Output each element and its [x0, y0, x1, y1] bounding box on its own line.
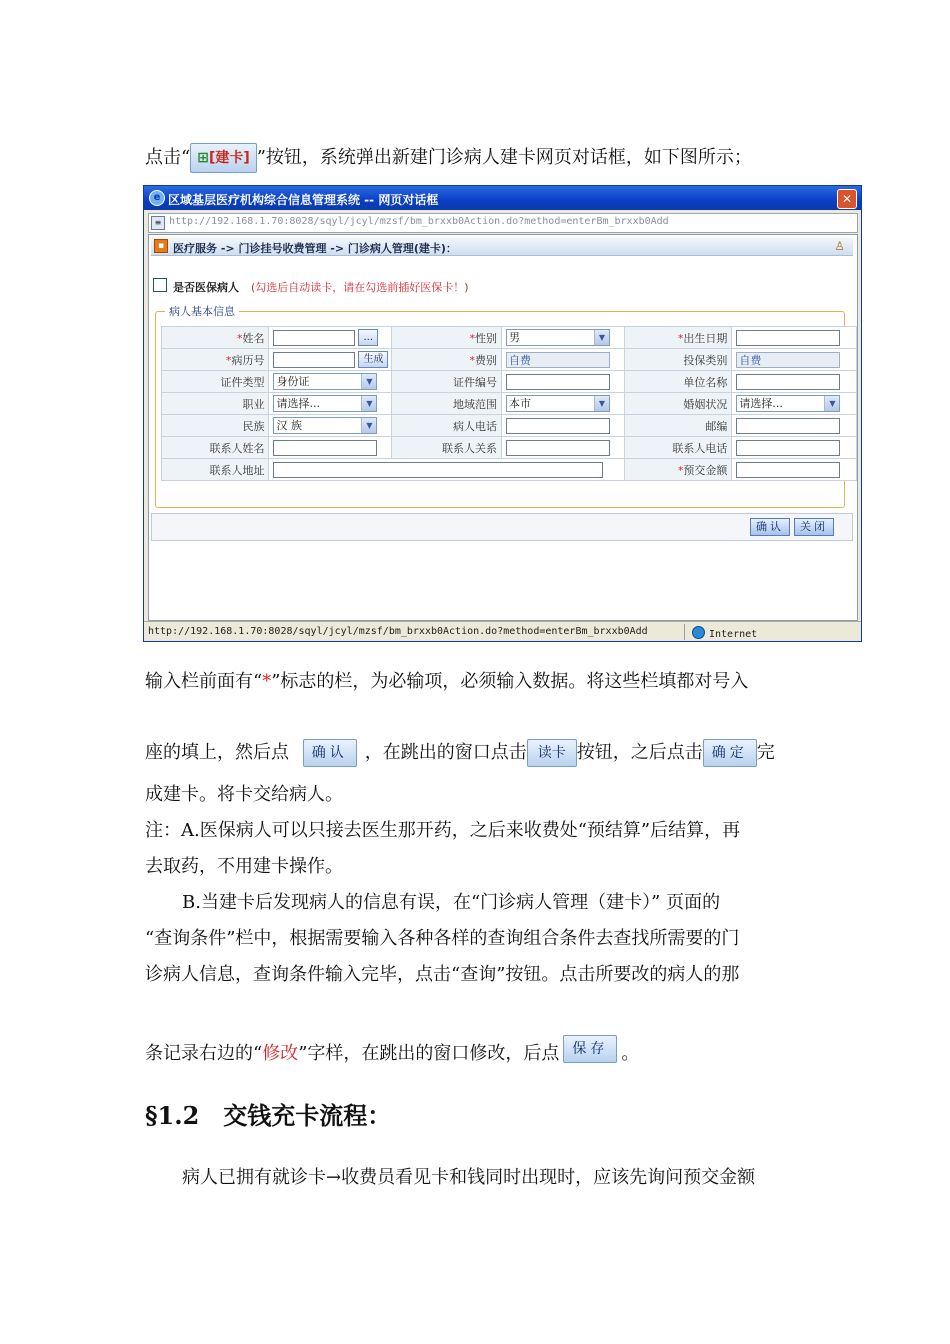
required-star: *: [469, 353, 475, 367]
field-wrap: [736, 440, 856, 456]
field-wrap: [273, 417, 391, 434]
field-wrap: [736, 352, 856, 368]
field-label: 联系人电话: [624, 437, 731, 459]
chevron-down-icon[interactable]: ▼: [361, 396, 376, 411]
field-value-cell: [269, 349, 392, 371]
field-label: 地域范围: [392, 393, 502, 415]
globe-icon: [692, 626, 705, 639]
field-select[interactable]: 本市 ▼: [506, 395, 610, 412]
add-doc-icon: ⊞: [197, 150, 209, 166]
required-star: *: [236, 331, 243, 345]
generate-button[interactable]: 生成: [358, 351, 388, 368]
field-label: 联系人地址: [162, 459, 269, 481]
address-url: http://192.168.1.70:8028/sqyl/jcyl/mzsf/bm_brxxb0Action.do?method=enterBm_brxxb0Add: [169, 216, 669, 227]
field-wrap: [506, 352, 624, 368]
confirm-image-button[interactable]: 确认: [303, 739, 357, 767]
address-input[interactable]: [273, 462, 603, 478]
status-bar: [144, 621, 861, 642]
field-value-cell: [501, 415, 624, 437]
patient-form: [161, 326, 857, 481]
save-button[interactable]: 保存: [563, 1035, 617, 1063]
field-wrap: [273, 373, 391, 390]
field-input[interactable]: [273, 352, 355, 368]
field-readonly: 自费: [506, 352, 610, 368]
intro-line: [145, 143, 752, 173]
note-b-line2: “查询条件”栏中，根据需要输入各种各样的查询组合条件去查找所需要的门: [145, 928, 740, 949]
field-value-cell: [501, 327, 624, 349]
field-input[interactable]: [736, 374, 840, 390]
field-readonly: 自费: [736, 352, 840, 368]
field-value-cell: [269, 393, 392, 415]
para-finish: 成建卡。将卡交给病人。: [145, 784, 343, 805]
field-value-cell: [269, 327, 392, 349]
status-separator: [684, 624, 685, 640]
required-star: *: [469, 331, 475, 345]
field-input[interactable]: [736, 330, 840, 346]
chevron-down-icon[interactable]: ▼: [361, 374, 376, 389]
deposit-input[interactable]: [736, 462, 840, 478]
field-value-cell: [732, 459, 857, 481]
field-value-cell: [732, 327, 857, 349]
field-label: *姓名: [162, 327, 269, 349]
field-input[interactable]: [736, 418, 840, 434]
field-label: *出生日期: [624, 327, 731, 349]
field-select[interactable]: 请选择... ▼: [273, 395, 377, 412]
note-b-line1: B.当建卡后发现病人的信息有误，在“门诊病人管理（建卡）” 页面的: [182, 892, 721, 913]
field-input[interactable]: [273, 440, 377, 456]
close-button[interactable]: 关闭: [794, 518, 834, 536]
chevron-down-icon[interactable]: ▼: [361, 418, 376, 433]
close-icon[interactable]: ✕: [837, 189, 857, 209]
field-select[interactable]: 请选择... ▼: [736, 395, 840, 412]
field-label: 投保类别: [624, 349, 731, 371]
form-row: [162, 349, 857, 371]
picker-button[interactable]: ...: [358, 329, 378, 346]
insured-checkbox[interactable]: [153, 278, 167, 292]
page-icon: ≡: [151, 216, 165, 230]
form-row-address: [162, 459, 857, 481]
field-label: 单位名称: [624, 371, 731, 393]
address-bar[interactable]: [148, 213, 858, 233]
field-value-cell: [501, 371, 624, 393]
field-value-cell: [269, 437, 392, 459]
dialog-title: 区域基层医疗机构综合信息管理系统 -- 网页对话框: [168, 193, 439, 207]
chevron-down-icon[interactable]: ▼: [824, 396, 839, 411]
field-label: 邮编: [624, 415, 731, 437]
field-label: *性别: [392, 327, 502, 349]
field-value-cell: [732, 393, 857, 415]
section-paragraph: 病人已拥有就诊卡→收费员看见卡和钱同时出现时，应该先询问预交金额: [182, 1167, 756, 1188]
field-wrap: [273, 351, 391, 368]
field-label: 证件类型: [162, 371, 269, 393]
intro-suffix: ”按钮，系统弹出新建门诊病人建卡网页对话框，如下图所示；: [256, 147, 752, 168]
chevron-down-icon[interactable]: ▼: [594, 396, 609, 411]
field-label: 病人电话: [392, 415, 502, 437]
form-row: [162, 393, 857, 415]
field-label: 联系人姓名: [162, 437, 269, 459]
field-label: 职业: [162, 393, 269, 415]
field-input[interactable]: [506, 374, 610, 390]
field-value-cell: [732, 349, 857, 371]
field-label: 婚姻状况: [624, 393, 731, 415]
field-input[interactable]: [736, 440, 840, 456]
required-star: *: [225, 353, 232, 367]
para-confirm: 座的填上，然后点 确认 ，在跳出的窗口点击 读卡 按钮，之后点击 确定 完: [145, 739, 775, 767]
read-card-button[interactable]: 读卡: [527, 739, 577, 767]
field-wrap: [273, 329, 391, 346]
field-value-cell: [732, 371, 857, 393]
field-wrap: [273, 395, 391, 412]
note-a-line1: 注：A.医保病人可以只接去医生那开药，之后来收费处“预结算”后结算，再: [145, 820, 741, 841]
breadcrumb: ▪ 医疗服务 -> 门诊挂号收费管理 -> 门诊病人管理(建卡)： ♙: [151, 237, 853, 256]
field-input[interactable]: [273, 330, 355, 346]
person-icon[interactable]: ♙: [834, 239, 845, 253]
intro-prefix: 点击“: [145, 147, 191, 168]
dialog-content: [148, 234, 858, 621]
field-label: *病历号: [162, 349, 269, 371]
note-b-line3: 诊病人信息，查询条件输入完毕，点击“查询”按钮。点击所要改的病人的那: [145, 964, 740, 985]
field-select[interactable]: 身份证 ▼: [273, 373, 377, 390]
field-input[interactable]: [506, 418, 610, 434]
field-wrap: [273, 440, 391, 456]
form-row: [162, 437, 857, 459]
field-value-cell: [501, 437, 624, 459]
section-title: 病人基本信息: [165, 303, 239, 319]
field-label: 证件编号: [392, 371, 502, 393]
ie-icon: e: [149, 190, 165, 206]
field-wrap: [736, 395, 856, 412]
field-value-cell: [732, 415, 857, 437]
field-wrap: [506, 374, 624, 390]
field-select[interactable]: 男 ▼: [506, 329, 610, 346]
field-value-cell: [269, 459, 624, 481]
section-heading: §1.2 交钱充卡流程：: [145, 1101, 392, 1130]
field-wrap: [736, 374, 856, 390]
field-wrap: [736, 330, 856, 346]
note-a-line2: 去取药，不用建卡操作。: [145, 856, 343, 877]
modify-link[interactable]: 修改: [262, 1043, 299, 1064]
ok-button[interactable]: 确定: [703, 739, 757, 767]
field-label: *预交金额: [624, 459, 731, 481]
field-label: *费别: [392, 349, 502, 371]
zone: Internet: [692, 626, 757, 640]
form-row: [162, 371, 857, 393]
chevron-down-icon[interactable]: ▼: [594, 330, 609, 345]
field-wrap: [506, 418, 624, 434]
insured-label: 是否医保病人: [173, 281, 239, 294]
dialog-titlebar: [144, 186, 861, 210]
field-wrap: [506, 329, 624, 346]
field-wrap: [506, 395, 624, 412]
field-value-cell: [501, 349, 624, 371]
form-row: [162, 327, 857, 349]
home-icon: ▪: [154, 239, 168, 253]
field-label: 联系人关系: [392, 437, 502, 459]
para-required: 输入栏前面有“*”标志的栏，为必输项，必须输入数据。将这些栏填都对号入: [145, 671, 749, 692]
status-url: http://192.168.1.70:8028/sqyl/jcyl/mzsf/bm_brxxb0Action.do?method=enterBm_brxxb0Add: [148, 626, 648, 637]
insured-hint: (勾选后自动读卡，请在勾选前插好医保卡！): [251, 281, 469, 294]
required-star: *: [677, 331, 684, 345]
field-value-cell: [501, 393, 624, 415]
field-value-cell: [269, 371, 392, 393]
field-wrap: [506, 440, 624, 456]
field-label: 民族: [162, 415, 269, 437]
required-star: *: [262, 671, 272, 692]
build-card-button[interactable]: ⊞[建卡]: [190, 143, 257, 173]
note-b-line4: 条记录右边的“修改”字样，在跳出的窗口修改，后点 保存 。: [145, 1035, 639, 1066]
field-value-cell: [269, 415, 392, 437]
field-input[interactable]: [506, 440, 610, 456]
new-patient-dialog: [143, 185, 862, 642]
confirm-button[interactable]: 确认: [750, 518, 790, 536]
button-bar: [151, 513, 853, 541]
field-value-cell: [732, 437, 857, 459]
field-select[interactable]: 汉 族 ▼: [273, 417, 377, 434]
form-row: [162, 415, 857, 437]
field-wrap: [736, 418, 856, 434]
